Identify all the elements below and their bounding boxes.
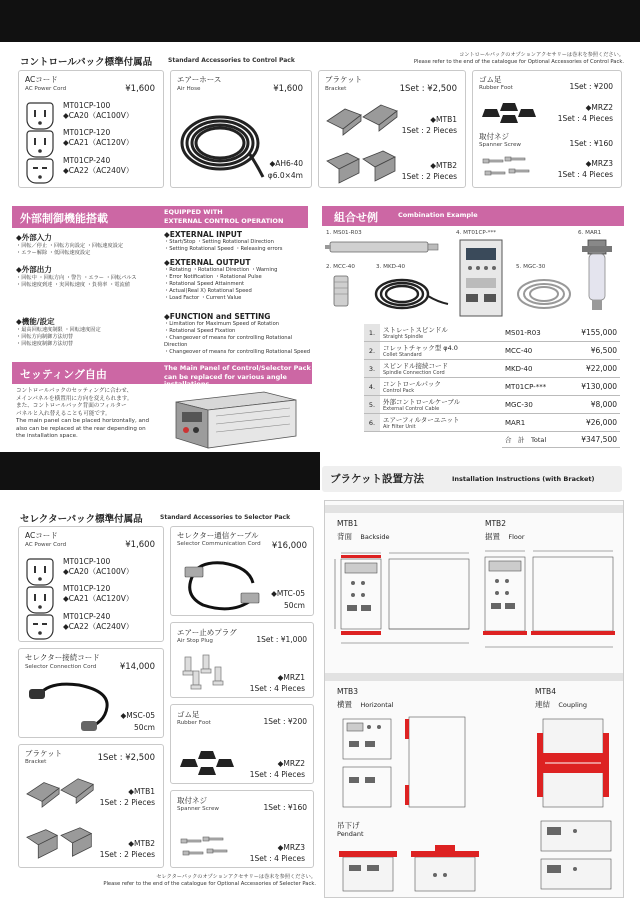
coupling-lower-drawing [535, 817, 619, 895]
external-cable-image [512, 272, 576, 314]
ac-model-2: MT01CP-120 [63, 128, 111, 138]
combo-row-num: 3. [364, 360, 380, 378]
sel-screw-qty: 1Set : 4 Pieces [249, 854, 305, 863]
sel-screw-price: 1Set : ¥160 [263, 803, 307, 812]
sel-bracket-mtb1-code: ◆MTB1 [128, 787, 155, 796]
mtb2-desc [485, 531, 525, 542]
combo-row-price: ¥26,000 [566, 414, 620, 432]
combo-row-en: External Control Cable [383, 406, 440, 412]
sel-comm-cable-price: ¥16,000 [271, 541, 307, 551]
ac-cord-label-en: AC Power Cord [25, 86, 67, 92]
combo-row [364, 414, 620, 432]
sel-ac-cord-label: ACコード [25, 531, 58, 540]
ac-model-1: MT01CP-100 [63, 101, 111, 110]
air-plug-price: 1Set : ¥1,000 [256, 635, 307, 644]
sel-ac-cord-box [18, 526, 164, 642]
sel-rubber-foot-code: ◆MRZ2 [277, 759, 305, 768]
sel-ac-code-3: ◆CA22（AC240V） [63, 621, 134, 631]
ac-code-2: ◆CA21（AC120V） [63, 138, 134, 148]
spindle-image [324, 236, 444, 258]
ext-input-jp-heading: ◆外部入力 [16, 233, 52, 242]
combo-row [364, 360, 620, 378]
combo-row-num: 5. [364, 396, 380, 414]
ext-input-jp-line-1: ・回転／停止 ・回転方向設定 ・回転速度設定 [16, 243, 124, 249]
sel-bracket-mtb2-qty: 1Set : 2 Pieces [99, 850, 155, 859]
combo-part-3: 3. MKD-40 [376, 264, 406, 270]
external-control-band [12, 206, 308, 228]
install-grey-bar-2 [325, 673, 623, 681]
air-hose-label: エアーホース [177, 75, 222, 84]
bracket-price: 1Set : ¥2,500 [399, 84, 457, 94]
setting-band [12, 362, 312, 389]
ext-output-jp-line-2: ・回転速度到達 ・実回転速度 ・負荷率 ・電流値 [16, 282, 130, 289]
sel-bracket-mtb1-qty: 1Set : 2 Pieces [99, 798, 155, 807]
ext-output-en-line-3: ・Rotational Speed Attainment [164, 281, 245, 288]
mtb4-desc [535, 699, 587, 710]
air-plug-code: ◆MRZ1 [277, 673, 305, 682]
sel-conn-cord-len: 50cm [134, 723, 155, 732]
plug-icon [25, 99, 55, 184]
control-pack-image [172, 388, 300, 450]
combo-row-en: Control Pack [383, 388, 415, 394]
mtb1-jp: 背面 [337, 532, 352, 541]
air-plug-box [170, 622, 314, 698]
mtb3-en: Horizontal [360, 701, 394, 709]
rubber-foot-label: ゴム足 [479, 75, 502, 84]
sel-rubber-foot-label-en: Rubber Foot [177, 720, 211, 726]
rubber-foot-price: 1Set : ¥200 [569, 82, 613, 91]
ac-code-3: ◆CA22（AC240V） [63, 165, 134, 175]
ac-model-3: MT01CP-240 [63, 155, 111, 165]
bracket-label: ブラケット [325, 75, 363, 84]
setting-title-en2: can be replaced for various angle installations. [164, 373, 287, 389]
sel-conn-cord-price: ¥14,000 [119, 662, 155, 672]
bracket-mtb2-qty: 1Set : 2 Pieces [401, 172, 457, 181]
combo-row-en: Air Filter Unit [383, 424, 416, 430]
air-plug-label: エアー止めプラグ [177, 628, 237, 637]
ext-input-en-heading: ◆EXTERNAL INPUT [164, 230, 242, 239]
connection-cord-image [372, 272, 452, 316]
install-grey-bar-1 [325, 505, 623, 513]
plug-icon [25, 555, 55, 640]
control-pack-title: コントロールパック標準付属品 [20, 57, 153, 68]
ext-func-en-line-3: ・Changeover of means for controlling Rotational Direction [164, 335, 293, 349]
ext-func-en-heading: ◆FUNCTION and SETTING [164, 312, 271, 321]
ext-output-en [164, 258, 312, 302]
sel-comm-cable-image [177, 553, 267, 613]
sel-conn-cord-code: ◆MSC-05 [120, 711, 155, 720]
ext-func-jp-heading: ◆機能/設定 [16, 317, 55, 326]
bracket-mtb2-code: ◆MTB2 [430, 161, 457, 170]
mtb1-en: Backside [360, 533, 390, 541]
foot-screw-box [472, 70, 622, 188]
setting-body-en-2: also can be replaced at the rear depending on [16, 425, 146, 432]
sel-rubber-foot-price: 1Set : ¥200 [263, 717, 307, 726]
combo-row-price: ¥8,000 [566, 396, 620, 414]
setting-title: セッティング自由 [20, 368, 107, 381]
installation-title-en: Installation Instructions (with Bracket) [452, 475, 595, 483]
combo-row-model: MS01-R03 [502, 324, 566, 342]
ext-func-jp-line-2: ・回転方向制御方法切替 [16, 334, 74, 341]
setting-body-jp-1: コントロールパックのセッティングに合わせ、 [16, 388, 133, 394]
ext-func-jp-line-3: ・回転速度制御方法切替 [16, 341, 74, 348]
combo-part-6: 6. MAR1 [578, 230, 602, 236]
combo-row-num: 2. [364, 342, 380, 360]
setting-body-jp-4: パネルと入れ替えることも可能です。 [16, 410, 111, 417]
mtb4-en: Coupling [558, 701, 588, 709]
ext-input-en-line-1: ・Start/Stop ・Setting Rotational Direction [164, 239, 274, 245]
mtb2-drawing [479, 547, 621, 667]
top-black-bar [0, 0, 640, 42]
control-pack-note-jp: コントロールパックのオプションアクセサリーは巻末を参照ください。 [459, 52, 624, 58]
combo-row-num: 1. [364, 324, 380, 342]
sel-ac-code-2: ◆CA21（AC120V） [63, 594, 134, 604]
mtb2-label: MTB2 [485, 519, 506, 528]
combo-row [364, 342, 620, 360]
bracket-mtb1-qty: 1Set : 2 Pieces [401, 126, 457, 135]
bracket-label-en: Bracket [325, 86, 347, 92]
combo-row-jp: コントロールパック [383, 380, 441, 388]
combo-row-jp: エアーフィルターユニット [383, 416, 460, 424]
selector-pack-note-jp: セレクターパックのオプションアクセサリーは巻末を参照ください。 [156, 874, 316, 880]
combo-row-jp: コレットチャック型 φ4.0 [383, 344, 458, 352]
ext-output-en-line-4: ・Actual(Real X) Rotational Speed [164, 288, 252, 295]
combo-row-en: Spindle Connection Cord [383, 370, 445, 376]
bracket-box [318, 70, 466, 188]
sel-comm-cable-label-en: Selector Communication Cord [177, 541, 261, 547]
ext-output-en-line-1: ・Rotating ・Rotational Direction ・Warning [164, 267, 278, 273]
external-control-title-en1: EQUIPPED WITH [164, 208, 223, 216]
combo-part-2: 2. MCC-40 [326, 264, 355, 270]
rubber-foot-code: ◆MRZ2 [585, 103, 613, 112]
ac-cord-box [18, 70, 164, 188]
sel-bracket-box [18, 744, 164, 868]
sel-ac-model-3: MT01CP-240 [63, 611, 111, 621]
installation-title: ブラケット設置方法 [330, 473, 424, 485]
sel-bracket-image-2 [25, 823, 97, 861]
ac-model-list [63, 101, 133, 176]
combo-row-model: MT01CP-*** [502, 378, 566, 396]
air-plug-qty: 1Set : 4 Pieces [249, 684, 305, 693]
ext-input-jp [16, 232, 161, 257]
mtb3-drawing [339, 713, 471, 817]
mtb3-label: MTB3 [337, 687, 358, 696]
sel-ac-model-1: MT01CP-100 [63, 557, 111, 566]
setting-body-jp-3: また、コントロールパック背面のフィルター [16, 403, 127, 410]
sel-bracket-mtb2-code: ◆MTB2 [128, 839, 155, 848]
control-pack-note-en: Please refer to the end of the catalogue for Optional Accessories of Control Pack. [413, 58, 624, 65]
combo-total-row [364, 432, 620, 448]
rubber-foot-image [481, 97, 541, 125]
external-control-title: 外部制御機能搭載 [20, 212, 108, 225]
sel-rubber-foot-image [179, 745, 239, 779]
air-plug-label-en: Air Stop Plug [177, 638, 213, 644]
bracket-image-1 [325, 99, 401, 139]
setting-body-en-1: The main panel can be placed horizontally, and [16, 418, 150, 424]
combo-row [364, 396, 620, 414]
selector-pack-title: セレクターパック標準付属品 [20, 514, 143, 525]
combo-row-model: MAR1 [502, 414, 566, 432]
ext-output-jp [16, 264, 166, 289]
screw-price: 1Set : ¥160 [569, 139, 613, 148]
combo-row [364, 324, 620, 342]
combo-row-price: ¥155,000 [566, 324, 620, 342]
ac-cord-label: ACコード [25, 75, 58, 84]
combo-row-model: MCC-40 [502, 342, 566, 360]
ext-output-en-heading: ◆EXTERNAL OUTPUT [164, 258, 251, 267]
combination-table [364, 324, 620, 448]
sel-ac-cord-price: ¥1,600 [125, 540, 155, 550]
mtb1-drawing [333, 547, 477, 667]
combo-row-jp: ストレートスピンドル [383, 326, 448, 334]
ext-output-en-line-5: ・Load Factor ・Current Value [164, 295, 242, 302]
selector-pack-title-en: Standard Accessories to Selector Pack [160, 514, 291, 521]
combo-row-jp: 外部コントロールケーブル [383, 398, 461, 406]
sel-ac-code-1: ◆CA20（AC100V） [63, 567, 134, 577]
sel-ac-model-list [63, 557, 133, 632]
selector-pack-note [60, 874, 316, 887]
ext-output-en-line-2: ・Error Notification ・Rotational Pulse [164, 274, 262, 281]
air-hose-code: ◆AH6-40 [269, 159, 303, 168]
mtb4-drawing [531, 713, 619, 817]
ext-input-en [164, 230, 312, 253]
combination-band [322, 206, 624, 226]
combo-row-model: MKD-40 [502, 360, 566, 378]
combo-row-en: Collet Standard [383, 352, 422, 358]
selector-pack-note-en: Please refer to the end of the catalogue for Optional Accessories of Selecter Pack. [103, 880, 316, 887]
setting-body-jp-2: メインパネルを横置用に方向を変えられます。 [16, 395, 133, 402]
air-hose-image [175, 103, 265, 183]
combo-part-1: 1. MS01-R03 [326, 230, 362, 236]
sel-ac-model-2: MT01CP-120 [63, 584, 111, 594]
combo-row-jp: スピンドル接続コード [383, 362, 448, 370]
sel-screw-box [170, 790, 314, 868]
pendant-drawing [339, 845, 535, 895]
ext-input-jp-line-2: ・エラー解除 ・低回転速度設定 [16, 250, 91, 257]
sel-bracket-label: ブラケット [25, 749, 63, 758]
sel-comm-cable-box [170, 526, 314, 616]
ext-func-en-line-1: ・Limitation for Maximum Speed of Rotation [164, 321, 280, 327]
ext-output-jp-line-1: ・回転中 ・回転方向 ・警告 ・エラー ・回転パルス [16, 275, 137, 281]
combo-total-value: ¥347,500 [566, 432, 620, 448]
mtb1-label: MTB1 [337, 519, 358, 528]
mtb1-desc [337, 531, 390, 542]
control-pack-unit-image [456, 238, 506, 318]
ext-output-jp-heading: ◆外部出力 [16, 265, 52, 274]
rubber-foot-qty: 1Set : 4 Pieces [557, 114, 613, 123]
combo-row-num: 4. [364, 378, 380, 396]
sel-conn-cord-label: セレクター接続コード [25, 653, 100, 662]
ext-func-en-line-2: ・Rotational Speed Fixation [164, 328, 236, 335]
combo-part-4: 4. MT01CP-*** [456, 230, 497, 236]
ext-func-en [164, 312, 314, 356]
external-control-title-en2: EXTERNAL CONTROL OPERATION [164, 217, 284, 225]
ext-func-jp [16, 316, 161, 348]
air-hose-label-en: Air Hose [177, 86, 201, 92]
sel-conn-cord-label-en: Selector Connection Cord [25, 664, 97, 670]
setting-title-en1: The Main Panel of Control/Selector Pack [164, 364, 311, 372]
sel-ac-cord-label-en: AC Power Cord [25, 542, 67, 548]
sel-rubber-foot-box [170, 704, 314, 784]
setting-body-en-3: the installation space. [16, 433, 78, 440]
air-hose-price: ¥1,600 [273, 84, 303, 94]
air-hose-spec: φ6.0×4m [267, 171, 303, 180]
installation-header [322, 466, 622, 492]
sel-comm-cable-len: 50cm [284, 601, 305, 610]
mtb2-en: Floor [508, 533, 525, 541]
combination-title-en: Combination Example [398, 211, 478, 219]
air-plug-image [179, 653, 239, 693]
sel-bracket-price: 1Set : ¥2,500 [97, 753, 155, 763]
sel-screw-image [179, 835, 239, 863]
combo-row-en: Straight Spindle [383, 334, 424, 340]
pendant-desc [337, 821, 364, 839]
ext-func-en-line-4: ・Changeover of means for controlling Rotational Speed [164, 349, 311, 356]
bracket-mtb1-code: ◆MTB1 [430, 115, 457, 124]
sel-rubber-foot-label: ゴム足 [177, 710, 200, 719]
sel-bracket-image-1 [25, 773, 97, 811]
screw-code: ◆MRZ3 [585, 159, 613, 168]
combo-row-price: ¥6,500 [566, 342, 620, 360]
pendant-jp: 吊下げ [337, 821, 360, 830]
control-pack-title-en: Standard Accessories to Control Pack [168, 57, 295, 64]
pendant-en: Pendant [337, 830, 364, 839]
sel-screw-label: 取付ネジ [177, 796, 207, 805]
combo-row-model: MGC-30 [502, 396, 566, 414]
mtb4-label: MTB4 [535, 687, 556, 696]
mtb3-jp: 横置 [337, 700, 352, 709]
rubber-foot-label-en: Rubber Foot [479, 85, 513, 91]
sel-screw-label-en: Spanner Screw [177, 806, 219, 812]
combo-row [364, 378, 620, 396]
air-filter-image [580, 238, 614, 318]
screw-label: 取付ネジ [479, 132, 509, 141]
combo-part-5: 5. MGC-30 [516, 264, 546, 270]
collet-image [330, 272, 352, 312]
sel-bracket-label-en: Bracket [25, 759, 47, 765]
screw-label-en: Spanner Screw [479, 142, 521, 148]
air-hose-box [170, 70, 312, 188]
screw-qty: 1Set : 4 Pieces [557, 170, 613, 179]
ac-code-1: ◆CA20（AC100V） [63, 111, 134, 121]
combo-row-price: ¥130,000 [566, 378, 620, 396]
ext-input-en-line-2: ・Setting Rotational Speed ・Releasing errors [164, 246, 283, 253]
setting-body-en [16, 418, 171, 441]
screw-image [481, 155, 541, 183]
bracket-image-2 [325, 147, 401, 185]
ext-func-jp-line-1: ・最高回転速度制限 ・回転速度固定 [16, 327, 101, 333]
mtb2-jp: 据置 [485, 532, 500, 541]
installation-panel [324, 500, 624, 898]
combination-title: 組合せ例 [334, 211, 378, 224]
mtb3-desc [337, 699, 394, 710]
sel-conn-cord-image [25, 675, 121, 735]
control-pack-note [364, 52, 624, 65]
sel-comm-cable-label: セレクター通信ケーブル [177, 531, 259, 540]
combo-row-num: 6. [364, 414, 380, 432]
combo-row-price: ¥22,000 [566, 360, 620, 378]
sel-comm-cable-code: ◆MTC-05 [271, 589, 305, 598]
middle-black-bar [0, 452, 320, 490]
mtb4-jp: 連結 [535, 700, 550, 709]
combo-total-label: 合 計 Total [502, 432, 566, 448]
sel-rubber-foot-qty: 1Set : 4 Pieces [249, 770, 305, 779]
sel-conn-cord-box [18, 648, 164, 738]
sel-screw-code: ◆MRZ3 [277, 843, 305, 852]
setting-body-jp [16, 388, 166, 418]
ac-cord-price: ¥1,600 [125, 84, 155, 94]
